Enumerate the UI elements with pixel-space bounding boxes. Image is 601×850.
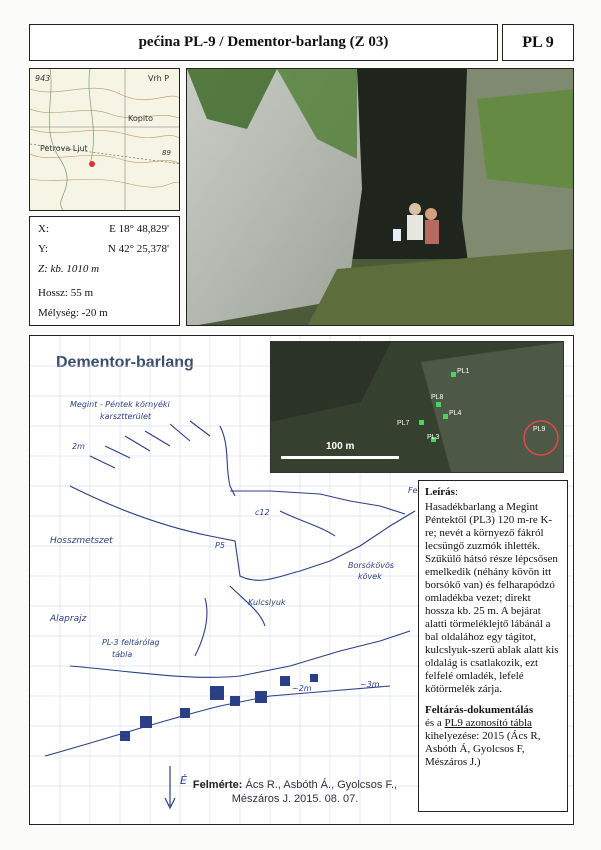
title-text: pećina PL-9 / Dementor-barlang (Z 03): [138, 34, 389, 50]
length-value: Hossz: 55 m: [38, 287, 93, 299]
hw-section-label: Hosszmetszet: [50, 536, 113, 546]
cave-location-marker: [89, 161, 95, 167]
coordinates-panel: [29, 216, 180, 326]
aerial-label-pl3: PL3: [427, 434, 440, 441]
depth-value: Mélység: -20 m: [38, 307, 108, 319]
aerial-label-pl7: PL7: [397, 420, 410, 427]
hw-p5-label: P5: [215, 541, 225, 550]
description-title: Leírás: [425, 486, 455, 498]
description-panel: Leírás: Hasadékbarlang a Megint Péntektől (PL3) 120 m-re K-re; nevét a környező fákról lecsüngő zuzmók ihlették. Szűkülő hátsó része lépcsősen emelkedik (néhány kövön itt borsókő van) és felharapódzó omladékba vezet; direkt hossza kb. 25 m. A bejárat alatti törmeléklejtő lábánál a bal oldalához egy tágítot, kulcslyuk-szerű ablak alatt kis oldalág is csatlakozik, ezt felfelé omladék, lefelé kőtörmelék zárja. Feltárás-dokumentálás és a PL9 azonosító tábla kihelyezése: 2015 (Ács R, Asbóth Á, Gyolcsos F, Mészáros J.): [418, 480, 568, 812]
y-label: Y:: [38, 243, 48, 255]
aerial-label-pl4: PL4: [449, 410, 462, 417]
documentation-prefix: és a: [425, 717, 445, 729]
cave-sketch-panel: [29, 335, 574, 825]
sketch-title: Dementor-barlang: [56, 354, 194, 371]
x-value: E 18° 48,829': [109, 223, 169, 235]
aerial-label-pl9: PL9: [533, 426, 546, 433]
z-value: Z: kb. 1010 m: [38, 263, 100, 275]
hw-2m-label: ~2m: [292, 684, 312, 693]
map-label-kopito: Kopito: [128, 114, 154, 123]
hw-borsko-label: Borsókövös: [348, 561, 395, 570]
hw-plan-label: Alaprajz: [50, 614, 87, 624]
hw-kulcs-label: Kulcslyuk: [248, 598, 286, 607]
aerial-photo: [270, 341, 564, 473]
documentation-text: kihelyezése: 2015 (Ács R, Asbóth Á, Gyolcsos F, Mészáros J.): [425, 730, 541, 768]
hw-tabla-label: tábla: [112, 650, 133, 659]
survey-credit: [180, 778, 410, 806]
documentation-title: Feltárás-dokumentálás: [425, 704, 534, 716]
aerial-scale-label: 100 m: [326, 441, 355, 452]
hw-area2-label: karsztterület: [100, 412, 152, 421]
hw-c12-label: c12: [255, 508, 270, 517]
aerial-scale-bar: [281, 456, 399, 459]
credit-label: Felmérte:: [192, 779, 243, 791]
credit-names: Ács R., Asbóth Á., Gyolcsos F.,: [245, 779, 398, 791]
map-drawing: [30, 69, 180, 211]
map-label-943: 943: [35, 74, 51, 83]
hw-pl3-label: PL-3 feltárólag: [102, 638, 160, 647]
map-label-petrova: Petrova Ljut: [40, 144, 88, 153]
hw-borsko2-label: kövek: [358, 572, 382, 581]
hw-area-label: Megint - Péntek környéki: [70, 400, 170, 409]
hw-3m-label: ~3m: [360, 680, 380, 689]
hw-fe-label: Fe: [408, 486, 418, 495]
hw-scale-label: 2m: [72, 442, 85, 451]
cave-code: [502, 24, 574, 61]
hw-north-label: É: [180, 774, 187, 787]
code-text: PL 9: [522, 33, 554, 51]
documentation-link-text: PL9 azonosító tábla: [444, 717, 532, 729]
topographic-map: [29, 68, 180, 211]
map-label-vrh: Vrh P: [148, 74, 170, 83]
map-label-89: 89: [162, 149, 171, 157]
credit-names2: Mészáros J. 2015. 08. 07.: [231, 793, 359, 805]
aerial-label-pl8: PL8: [431, 394, 444, 401]
cave-entrance-photo: [186, 68, 574, 326]
photo-drawing: [187, 69, 574, 326]
page-title: [29, 24, 498, 61]
description-text: Hasadékbarlang a Megint Péntektől (PL3) 120 m-re K-re; nevét a környező fákról lecsüngő zuzmók ihlették. Szűkülő hátsó része lépcsősen emelkedik (néhány kövön itt borsókő van) és felharapódzó omladékba vezet; direkt hossza kb. 25 m. A bejárat alatti törmeléklejtő lábánál a bal oldalához egy tágítot, kulcslyuk-szerű ablak alatt kis oldalág is csatlakozik, ezt felfelé omladék, lefelé kőtörmelék zárja.: [425, 501, 559, 695]
aerial-label-pl1: PL1: [457, 368, 470, 375]
aerial-drawing: [271, 342, 563, 472]
x-label: X:: [38, 223, 49, 235]
y-value: N 42° 25,378': [107, 243, 169, 255]
